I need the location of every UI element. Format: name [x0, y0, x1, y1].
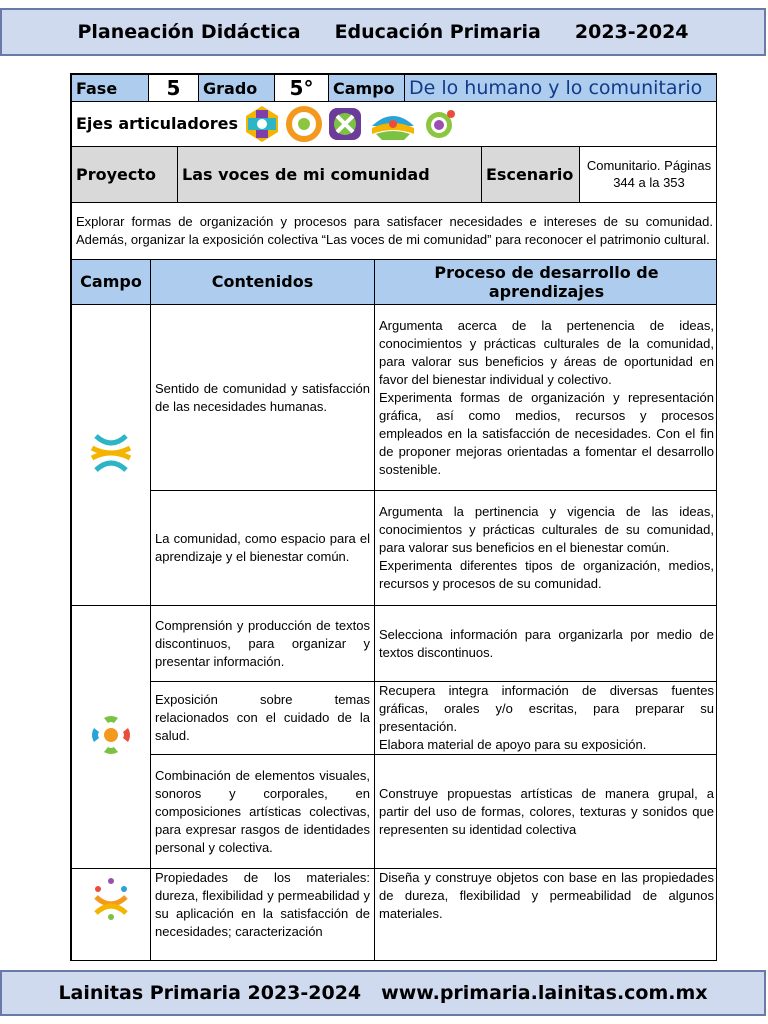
contenido-cell: Propiedades de los materiales: dureza, flexibilidad y permeabilidad y su aplicación en la satisfacción de necesidades; caracterización: [151, 869, 375, 962]
fase-label: Fase: [72, 75, 149, 102]
contenido-cell: Exposición sobre temas relacionados con el cuidado de la salud.: [151, 682, 375, 755]
campo-label: Campo: [329, 75, 405, 102]
lenguajes-icon: [88, 712, 134, 758]
contenido-cell: La comunidad, como espacio para el aprendizaje y el bienestar común.: [151, 491, 375, 606]
header-year: 2023-2024: [574, 21, 689, 43]
proceso-cell: Argumenta la pertinencia y vigencia de las ideas, conocimientos y prácticas culturales de su comunidad, para valorar sus beneficios en el bienestar común. Experimenta diferentes tipos de organización, medios, recursos y procesos de su comunidad.: [375, 491, 718, 606]
header-banner: [0, 8, 766, 56]
header-level: Educación Primaria: [334, 21, 541, 43]
humano-comunitario-icon: [86, 428, 136, 478]
planeacion-document: [70, 73, 717, 961]
grado-label: Grado: [199, 75, 275, 102]
contenido-cell: Combinación de elementos visuales, sonoros y corporales, en composiciones artísticas colectivas, para expresar rasgos de identidades personal y colectiva.: [151, 755, 375, 869]
footer-banner: [0, 970, 766, 1016]
campo-saberes-cell: [72, 869, 151, 962]
contenidos-table: [71, 260, 717, 962]
contenido-cell: Comprensión y producción de textos discontinuos, para organizar y presentar información.: [151, 606, 375, 682]
proceso-cell: Construye propuestas artísticas de manera grupal, a partir del uso de formas, colores, texturas y sonidos que representen su identidad colectiva: [375, 755, 718, 869]
proyecto-value: Las voces de mi comunidad: [178, 147, 482, 203]
proyecto-table: [71, 147, 717, 204]
inclusion-icon: [242, 104, 282, 144]
ejes-table: [71, 102, 717, 147]
project-description: Explorar formas de organización y procesos para satisfacer necesidades e intereses de su comunidad. Además, organizar la exposición colectiva “Las voces de mi comunidad” para reconocer el patrimonio cultural.: [72, 203, 718, 259]
footer-brand: Lainitas Primaria 2023-2024: [58, 982, 362, 1004]
contenido-cell: Sentido de comunidad y satisfacción de las necesidades humanas.: [151, 305, 375, 491]
info-table: [71, 74, 717, 102]
proceso-cell: Diseña y construye objetos con base en las propiedades de dureza, flexibilidad y permeabilidad de algunos materiales.: [375, 869, 718, 962]
interculturalidad-icon: [326, 104, 364, 144]
col-campo-header: Campo: [72, 260, 151, 305]
lectura-icon: [422, 104, 458, 144]
col-contenidos-header: Contenidos: [151, 260, 375, 305]
vida-saludable-icon: [368, 104, 418, 144]
proceso-cell: Selecciona información para organizarla por medio de textos discontinuos.: [375, 606, 718, 682]
saberes-pensamiento-cientifico-icon: [88, 875, 134, 921]
campo-lenguajes-cell: [72, 606, 151, 869]
escenario-label: Escenario: [482, 147, 580, 203]
proceso-cell: Recupera integra información de diversas fuentes gráficas, orales y/o escritas, para preparar su presentación. Elabora material de apoyo para su exposición.: [375, 682, 718, 755]
proceso-cell: Argumenta acerca de la pertenencia de ideas, conocimientos y prácticas culturales de la comunidad, para valorar sus beneficios y áreas de oportunidad en favor del bienestar individual y colectivo. Experimenta formas de organización y representación gráfica, así como medios, recursos y procesos empleados en la satisfacción de necesidades. Con el fin de proponer mejoras orientadas a fomentar el desarrollo sostenible.: [375, 305, 718, 491]
grado-value: 5°: [275, 75, 329, 102]
description-table: [71, 203, 717, 260]
fase-value: 5: [149, 75, 199, 102]
footer-url[interactable]: www.primaria.lainitas.com.mx: [381, 982, 708, 1004]
escenario-value: Comunitario. Páginas 344 a la 353: [580, 147, 718, 203]
campo-humano-cell: [72, 305, 151, 606]
header-title: Planeación Didáctica: [77, 21, 301, 43]
ejes-label: Ejes articuladores: [76, 114, 239, 134]
proyecto-label: Proyecto: [72, 147, 178, 203]
campo-value: De lo humano y lo comunitario: [405, 75, 718, 102]
col-proceso-header: Proceso de desarrollo de aprendizajes: [375, 260, 718, 305]
pensamiento-critico-icon: [286, 104, 322, 144]
